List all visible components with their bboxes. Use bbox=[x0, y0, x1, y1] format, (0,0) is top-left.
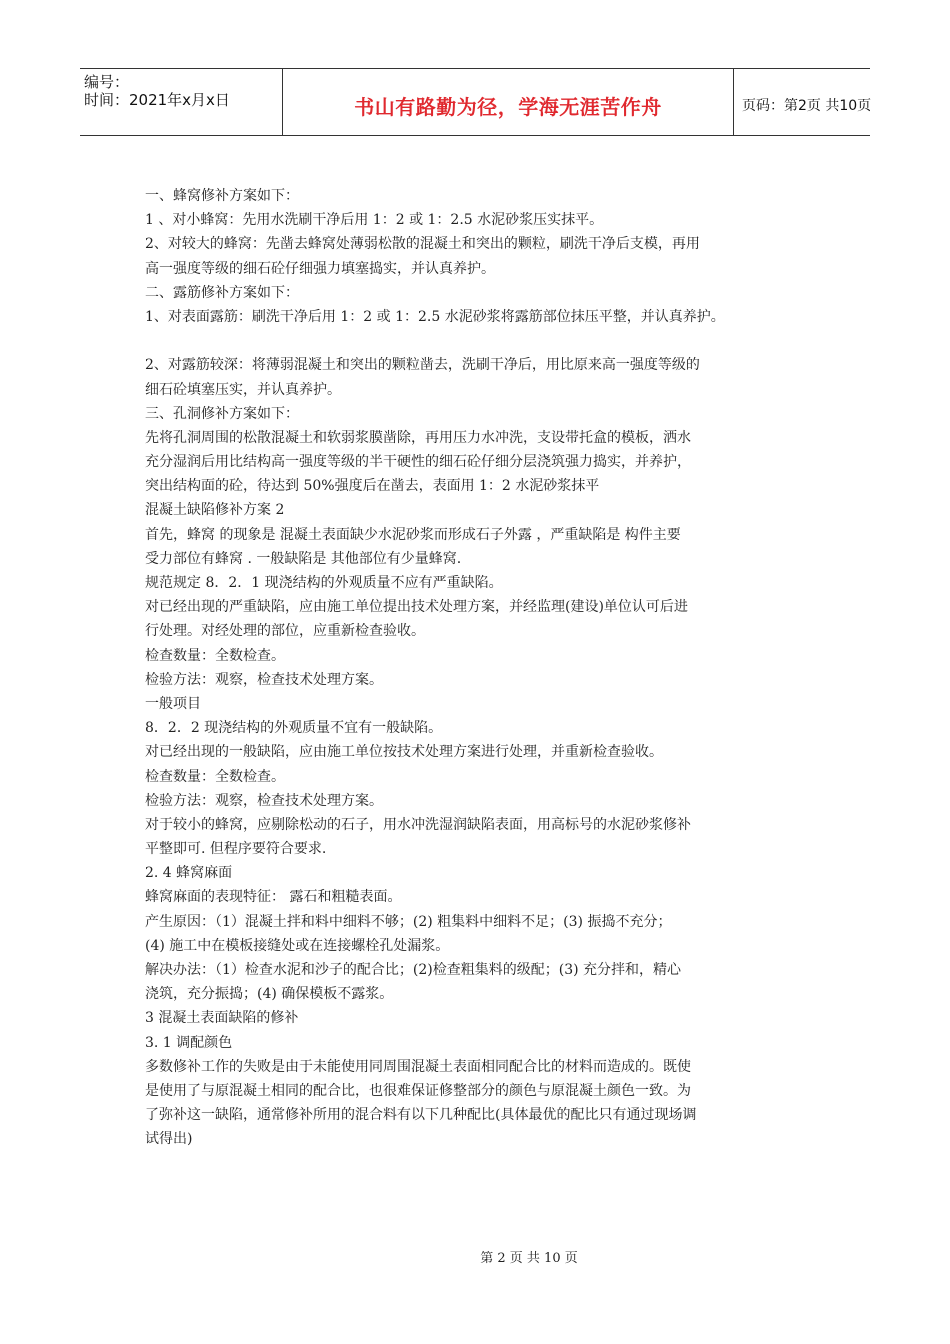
body-text-line: 3. 1 调配颜色 bbox=[145, 1034, 233, 1051]
body-text-line: 对已经出现的严重缺陷，应由施工单位提出技术处理方案，并经监理(建设)单位认可后进 bbox=[145, 599, 688, 616]
body-text-line: 突出结构面的砼，待达到 50%强度后在凿去，表面用 1：2 水泥砂浆抹平 bbox=[145, 478, 600, 495]
blank-line bbox=[145, 329, 813, 353]
body-text-line: 平整即可. 但程序要符合要求. bbox=[145, 841, 327, 858]
body-text-line: 充分湿润后用比结构高一强度等级的半干硬性的细石砼仔细分层浇筑强力捣实，并养护， bbox=[145, 454, 691, 471]
body-text-line: 浇筑，充分振捣；(4) 确保模板不露浆。 bbox=[145, 986, 394, 1003]
body-text-line: 试得出) bbox=[145, 1131, 193, 1148]
body-text-line: (4) 施工中在模板接缝处或在连接螺栓孔处漏浆。 bbox=[145, 937, 450, 954]
body-text-line: 对已经出现的一般缺陷，应由施工单位按技术处理方案进行处理，并重新检查验收。 bbox=[145, 744, 663, 761]
body-text-line: 3 混凝土表面缺陷的修补 bbox=[145, 1010, 299, 1027]
body-text-line: 8．2．2 现浇结构的外观质量不宜有一般缺陷。 bbox=[145, 720, 443, 737]
body-text-line: 先将孔洞周围的松散混凝土和软弱浆膜凿除，再用压力水冲洗，支设带托盒的模板，洒水 bbox=[145, 429, 691, 446]
body-text-line: 产生原因：（1）混凝土拌和料中细料不够；(2) 粗集料中细料不足；(3) 振捣不充分； bbox=[145, 913, 672, 930]
body-text-line: 检查数量：全数检查。 bbox=[145, 768, 285, 785]
header-motto: 书山有路勤为径，学海无涯苦作舟 bbox=[282, 69, 734, 135]
page-footer: 第 2 页 共 10 页 bbox=[480, 1251, 578, 1266]
body-text-line: 了弥补这一缺陷，通常修补所用的混合料有以下几种配比(具体最优的配比只有通过现场调 bbox=[145, 1107, 697, 1124]
page-header bbox=[80, 68, 870, 136]
body-text-line: 受力部位有蜂窝 . 一般缺陷是 其他部位有少量蜂窝. bbox=[145, 550, 462, 567]
body-text-line: 细石砼填塞压实，并认真养护。 bbox=[145, 381, 341, 398]
body-text-line: 检验方法：观察，检查技术处理方案。 bbox=[145, 671, 383, 688]
body-text-line: 检查数量：全数检查。 bbox=[145, 647, 285, 664]
body-text-line: 混凝土缺陷修补方案 2 bbox=[145, 502, 285, 519]
body-text-line: 2. 4 蜂窝麻面 bbox=[145, 865, 233, 882]
body-text-line: 1、对表面露筋：刷洗干净后用 1：2 或 1：2.5 水泥砂浆将露筋部位抹压平整，并认真养护。 bbox=[145, 308, 725, 325]
body-text-line: 首先，蜂窝 的现象是 混凝土表面缺少水泥砂浆而形成石子外露 ，严重缺陷是 构件主要 bbox=[145, 526, 681, 543]
body-text-line: 解决办法：（1）检查水泥和沙子的配合比；(2)检查粗集料的级配；(3) 充分拌和，精心 bbox=[145, 962, 682, 978]
body-text-line: 三、孔洞修补方案如下： bbox=[145, 405, 299, 422]
body-text-line: 蜂窝麻面的表现特征： 露石和粗糙表面。 bbox=[145, 889, 402, 906]
body-text-line: 高一强度等级的细石砼仔细强力填塞捣实，并认真养护。 bbox=[145, 260, 495, 277]
body-text-line: 二、露筋修补方案如下： bbox=[145, 284, 299, 301]
document-body bbox=[145, 184, 813, 1152]
body-text-line: 2、对露筋较深：将薄弱混凝土和突出的颗粒凿去，洗刷干净后，用比原来高一强度等级的 bbox=[145, 357, 700, 374]
document-time-label: 时间：2021年x月x日 bbox=[84, 91, 230, 109]
header-meta bbox=[80, 69, 282, 135]
body-text-line: 检验方法：观察，检查技术处理方案。 bbox=[145, 792, 383, 809]
body-text-line: 是使用了与原混凝土相同的配合比，也很难保证修整部分的颜色与原混凝土颜色一致。为 bbox=[145, 1082, 691, 1099]
body-text-line: 行处理。对经处理的部位，应重新检查验收。 bbox=[145, 623, 425, 640]
body-text-line: 多数修补工作的失败是由于未能使用同周围混凝土表面相同配合比的材料而造成的。既使 bbox=[145, 1058, 691, 1075]
header-page-indicator: 页码：第2页 共10页 bbox=[742, 98, 872, 114]
body-text-line: 规范规定 8．2．1 现浇结构的外观质量不应有严重缺陷。 bbox=[145, 575, 503, 591]
body-text-line: 2、对较大的蜂窝：先凿去蜂窝处薄弱松散的混凝土和突出的颗粒，刷洗干净后支模，再用 bbox=[145, 236, 700, 253]
body-text-line: 对于较小的蜂窝，应剔除松动的石子，用水冲洗湿润缺陷表面，用高标号的水泥砂浆修补 bbox=[145, 816, 691, 833]
body-text-line: 一、蜂窝修补方案如下： bbox=[145, 188, 299, 204]
body-text-line: 1 、对小蜂窝：先用水洗刷干净后用 1：2 或 1：2.5 水泥砂浆压实抹平。 bbox=[145, 212, 604, 229]
document-number-label: 编号： bbox=[84, 73, 130, 91]
body-text-line: 一般项目 bbox=[145, 695, 201, 712]
